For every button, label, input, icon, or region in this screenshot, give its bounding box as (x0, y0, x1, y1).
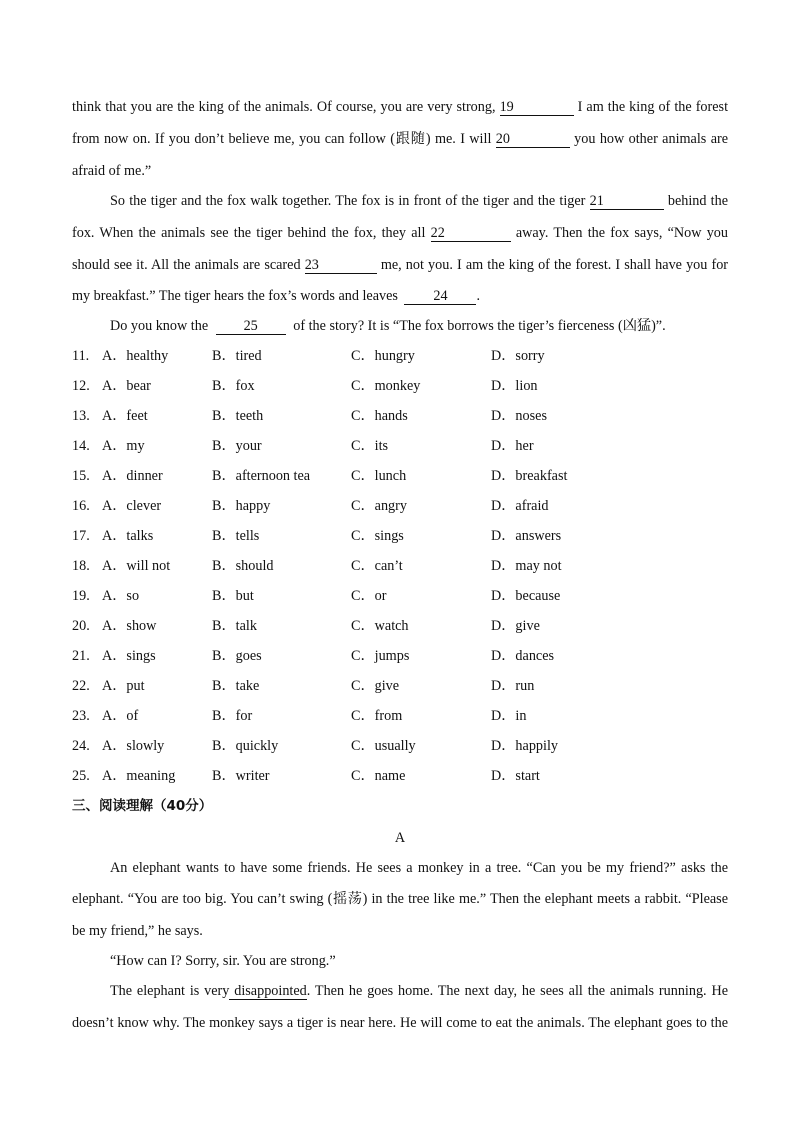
option-a: A．bear (102, 378, 151, 394)
question-number: 25. (72, 768, 90, 784)
option-c: C．its (351, 438, 389, 454)
blank-20: 20 (496, 131, 570, 148)
reading-text: . Then he goes home. The next day, he sees all the animals running. He (306, 983, 728, 999)
passage-text: of the story? It is “The fox borrows the tiger’s fierceness (凶猛)”. (293, 318, 666, 334)
option-a: A．my (102, 438, 145, 454)
blank-22: 22 (431, 225, 511, 242)
option-a: A．healthy (102, 348, 169, 364)
blank-23: 23 (305, 257, 377, 274)
question-number: 15. (72, 468, 90, 484)
option-b: B．happy (212, 498, 271, 514)
option-c: C．monkey (351, 378, 421, 394)
question-number: 23. (72, 708, 90, 724)
option-d: D．dances (491, 648, 555, 664)
passage-line-1 (72, 97, 728, 117)
option-d: D．sorry (491, 348, 545, 364)
question-number: 20. (72, 618, 90, 634)
option-c: C．can’t (351, 558, 403, 574)
option-d: D．may not (491, 558, 562, 574)
reading-text: The elephant is very (110, 983, 230, 999)
option-a: A．talks (102, 528, 154, 544)
option-d: D．her (491, 438, 534, 454)
option-b: B．but (212, 588, 254, 604)
reading-line-5 (110, 981, 728, 1001)
question-number: 13. (72, 408, 90, 424)
option-b: B．talk (212, 618, 257, 634)
option-b: B．take (212, 678, 260, 694)
passage-text: my breakfast.” The tiger hears the fox’s words and leaves (72, 288, 398, 304)
section-heading: 三、阅读理解（40分） (72, 798, 213, 814)
passage-line-4 (110, 191, 728, 211)
option-d: D．start (491, 768, 540, 784)
option-c: C．or (351, 588, 387, 604)
option-b: B．your (212, 438, 262, 454)
reading-line-6: doesn’t know why. The monkey says a tiger is near here. He will come to eat the animals. The elephant goes to the (72, 1015, 728, 1031)
passage-text: fox. When the animals see the tiger behind the fox, they all (72, 225, 426, 241)
option-d: D．afraid (491, 498, 549, 514)
reading-line-1: An elephant wants to have some friends. He sees a monkey in a tree. “Can you be my friend?” asks the (110, 860, 728, 876)
option-c: C．from (351, 708, 403, 724)
option-c: C．jumps (351, 648, 410, 664)
option-d: D．because (491, 588, 561, 604)
option-c: C．name (351, 768, 406, 784)
option-d: D．in (491, 708, 527, 724)
question-number: 18. (72, 558, 90, 574)
question-number: 19. (72, 588, 90, 604)
option-d: D．breakfast (491, 468, 568, 484)
passage-line-7 (72, 286, 728, 306)
part-label: A (394, 830, 406, 846)
passage-line-3: afraid of me.” (72, 163, 152, 179)
question-number: 22. (72, 678, 90, 694)
question-number: 17. (72, 528, 90, 544)
option-c: C．usually (351, 738, 416, 754)
underlined-word: disappointed (229, 983, 307, 999)
option-d: D．happily (491, 738, 558, 754)
option-d: D．noses (491, 408, 547, 424)
option-d: D．lion (491, 378, 538, 394)
option-c: C．angry (351, 498, 407, 514)
passage-line-8 (110, 316, 666, 336)
option-c: C．sings (351, 528, 404, 544)
option-a: A．slowly (102, 738, 165, 754)
option-d: D．answers (491, 528, 562, 544)
passage-text: So the tiger and the fox walk together. The fox is in front of the tiger and the tiger (110, 193, 586, 209)
option-b: B．goes (212, 648, 262, 664)
passage-text: Do you know the (110, 318, 209, 334)
reading-line-2: elephant. “You are too big. You can’t swing (摇荡) in the tree like me.” Then the elephant meets a rabbit. “Please (72, 891, 728, 907)
option-a: A．dinner (102, 468, 163, 484)
option-c: C．hands (351, 408, 408, 424)
option-b: B．teeth (212, 408, 264, 424)
option-c: C．watch (351, 618, 409, 634)
option-d: D．run (491, 678, 535, 694)
question-number: 24. (72, 738, 90, 754)
passage-text: away. Then the fox says, “Now you (515, 225, 728, 241)
reading-line-3: be my friend,” he says. (72, 923, 203, 939)
passage-text: from now on. If you don’t believe me, you can follow (跟随) me. I will (72, 131, 492, 147)
option-c: C．hungry (351, 348, 415, 364)
passage-text: . (476, 288, 481, 304)
passage-text: you how other animals are (574, 131, 729, 147)
option-b: B．quickly (212, 738, 279, 754)
blank-24: 24 (404, 288, 476, 305)
question-number: 16. (72, 498, 90, 514)
option-b: B．tired (212, 348, 262, 364)
blank-19: 19 (500, 99, 574, 116)
option-a: A．of (102, 708, 139, 724)
passage-text: me, not you. I am the king of the forest. I shall have you for (380, 257, 729, 273)
question-number: 12. (72, 378, 90, 394)
option-a: A．put (102, 678, 145, 694)
option-a: A．show (102, 618, 157, 634)
option-a: A．meaning (102, 768, 176, 784)
option-a: A．feet (102, 408, 148, 424)
blank-25: 25 (216, 318, 286, 335)
reading-line-4: “How can I? Sorry, sir. You are strong.” (110, 953, 336, 969)
option-b: B．writer (212, 768, 270, 784)
passage-text: think that you are the king of the animals. Of course, you are very strong, (72, 99, 496, 115)
passage-line-6 (72, 255, 728, 275)
question-number: 14. (72, 438, 90, 454)
passage-text: behind the (667, 193, 729, 209)
option-c: C．give (351, 678, 400, 694)
passage-line-2 (72, 129, 728, 149)
passage-text: should see it. All the animals are scared (72, 257, 301, 273)
option-b: B．for (212, 708, 253, 724)
option-a: A．so (102, 588, 140, 604)
question-number: 21. (72, 648, 90, 664)
question-number: 11. (72, 348, 90, 364)
passage-text: I am the king of the forest (577, 99, 729, 115)
option-b: B．should (212, 558, 274, 574)
blank-21: 21 (590, 193, 664, 210)
option-a: A．sings (102, 648, 156, 664)
option-a: A．will not (102, 558, 171, 574)
option-c: C．lunch (351, 468, 407, 484)
option-a: A．clever (102, 498, 162, 514)
option-b: B．fox (212, 378, 255, 394)
option-d: D．give (491, 618, 540, 634)
option-b: B．tells (212, 528, 260, 544)
option-b: B．afternoon tea (212, 468, 311, 484)
passage-line-5 (72, 223, 728, 243)
